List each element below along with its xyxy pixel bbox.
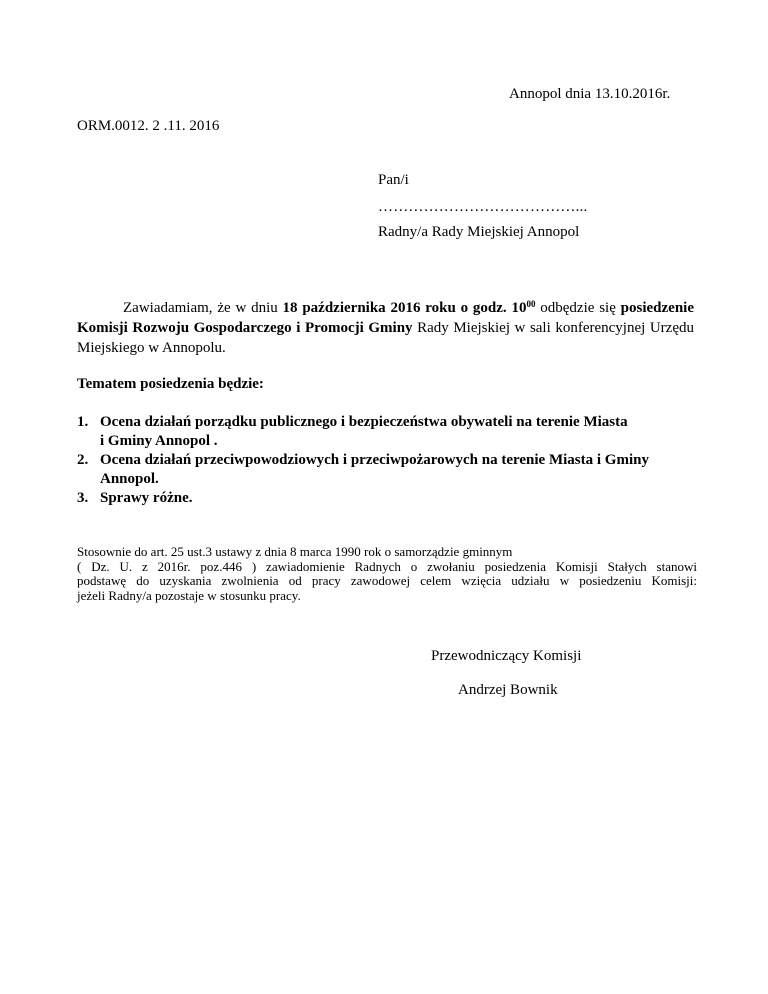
legal-note-line: ( Dz. U. z 2016r. poz.446 ) zawiadomienie Radnych o zwołaniu posiedzenia Komisji Stałych stanowi [77,558,697,574]
legal-note-line: Stosownie do art. 25 ust.3 ustawy z dnia 8 marca 1990 rok o samorządzie gminnym [77,544,513,559]
agenda-item [77,451,697,489]
topics-heading: Tematem posiedzenia będzie: [77,376,264,392]
agenda-item-text-cont: Annopol. [100,471,159,487]
agenda-item [77,489,697,508]
addressee-name-placeholder: …………………………………... [378,199,588,215]
agenda-item-text: Sprawy różne. [100,490,193,506]
legal-note [77,545,697,603]
legal-note-line: jeżeli Radny/a pozostaje w stosunku pracy. [77,587,301,603]
notice-tail: Rady Miejskiej w sali konferencyjnej Urzędu Miejskiego w Annopolu. [77,320,694,356]
notice-intro: Zawiadamiam, że w dniu [123,300,283,316]
document-date: Annopol dnia 13.10.2016r. [509,86,671,102]
notice-paragraph [77,298,694,358]
signatory-role: Przewodniczący Komisji [431,648,582,664]
meeting-date: 18 października 2016 roku o godz. 10 [282,300,527,316]
meeting-time-minutes: 00 [526,299,536,309]
agenda-item-number: 2. [77,452,89,468]
signatory-name: Andrzej Bownik [458,682,558,698]
agenda-item-text-cont: i Gminy Annopol . [100,433,218,449]
reference-number: ORM.0012. 2 .11. 2016 [77,118,220,134]
agenda-item-number: 1. [77,414,89,430]
agenda-list [77,413,697,508]
meeting-name: posiedzenie Komisji Rozwoju Gospodarczego i Promocji Gminy [77,300,694,336]
notice-after-time: odbędzie się [535,300,621,316]
addressee-title: Pan/i [378,172,409,188]
agenda-item-number: 3. [77,490,89,506]
agenda-item [77,413,697,451]
addressee-role: Radny/a Rady Miejskiej Annopol [378,224,580,240]
legal-note-line: podstawę do uzyskania zwolnienia od pracy zawodowej celem wzięcia udziału w posiedzeniu Komisji: [77,573,697,588]
agenda-item-text: Ocena działań porządku publicznego i bezpieczeństwa obywateli na terenie Miasta [100,414,628,430]
agenda-item-text: Ocena działań przeciwpowodziowych i przeciwpożarowych na terenie Miasta i Gminy [100,452,649,468]
